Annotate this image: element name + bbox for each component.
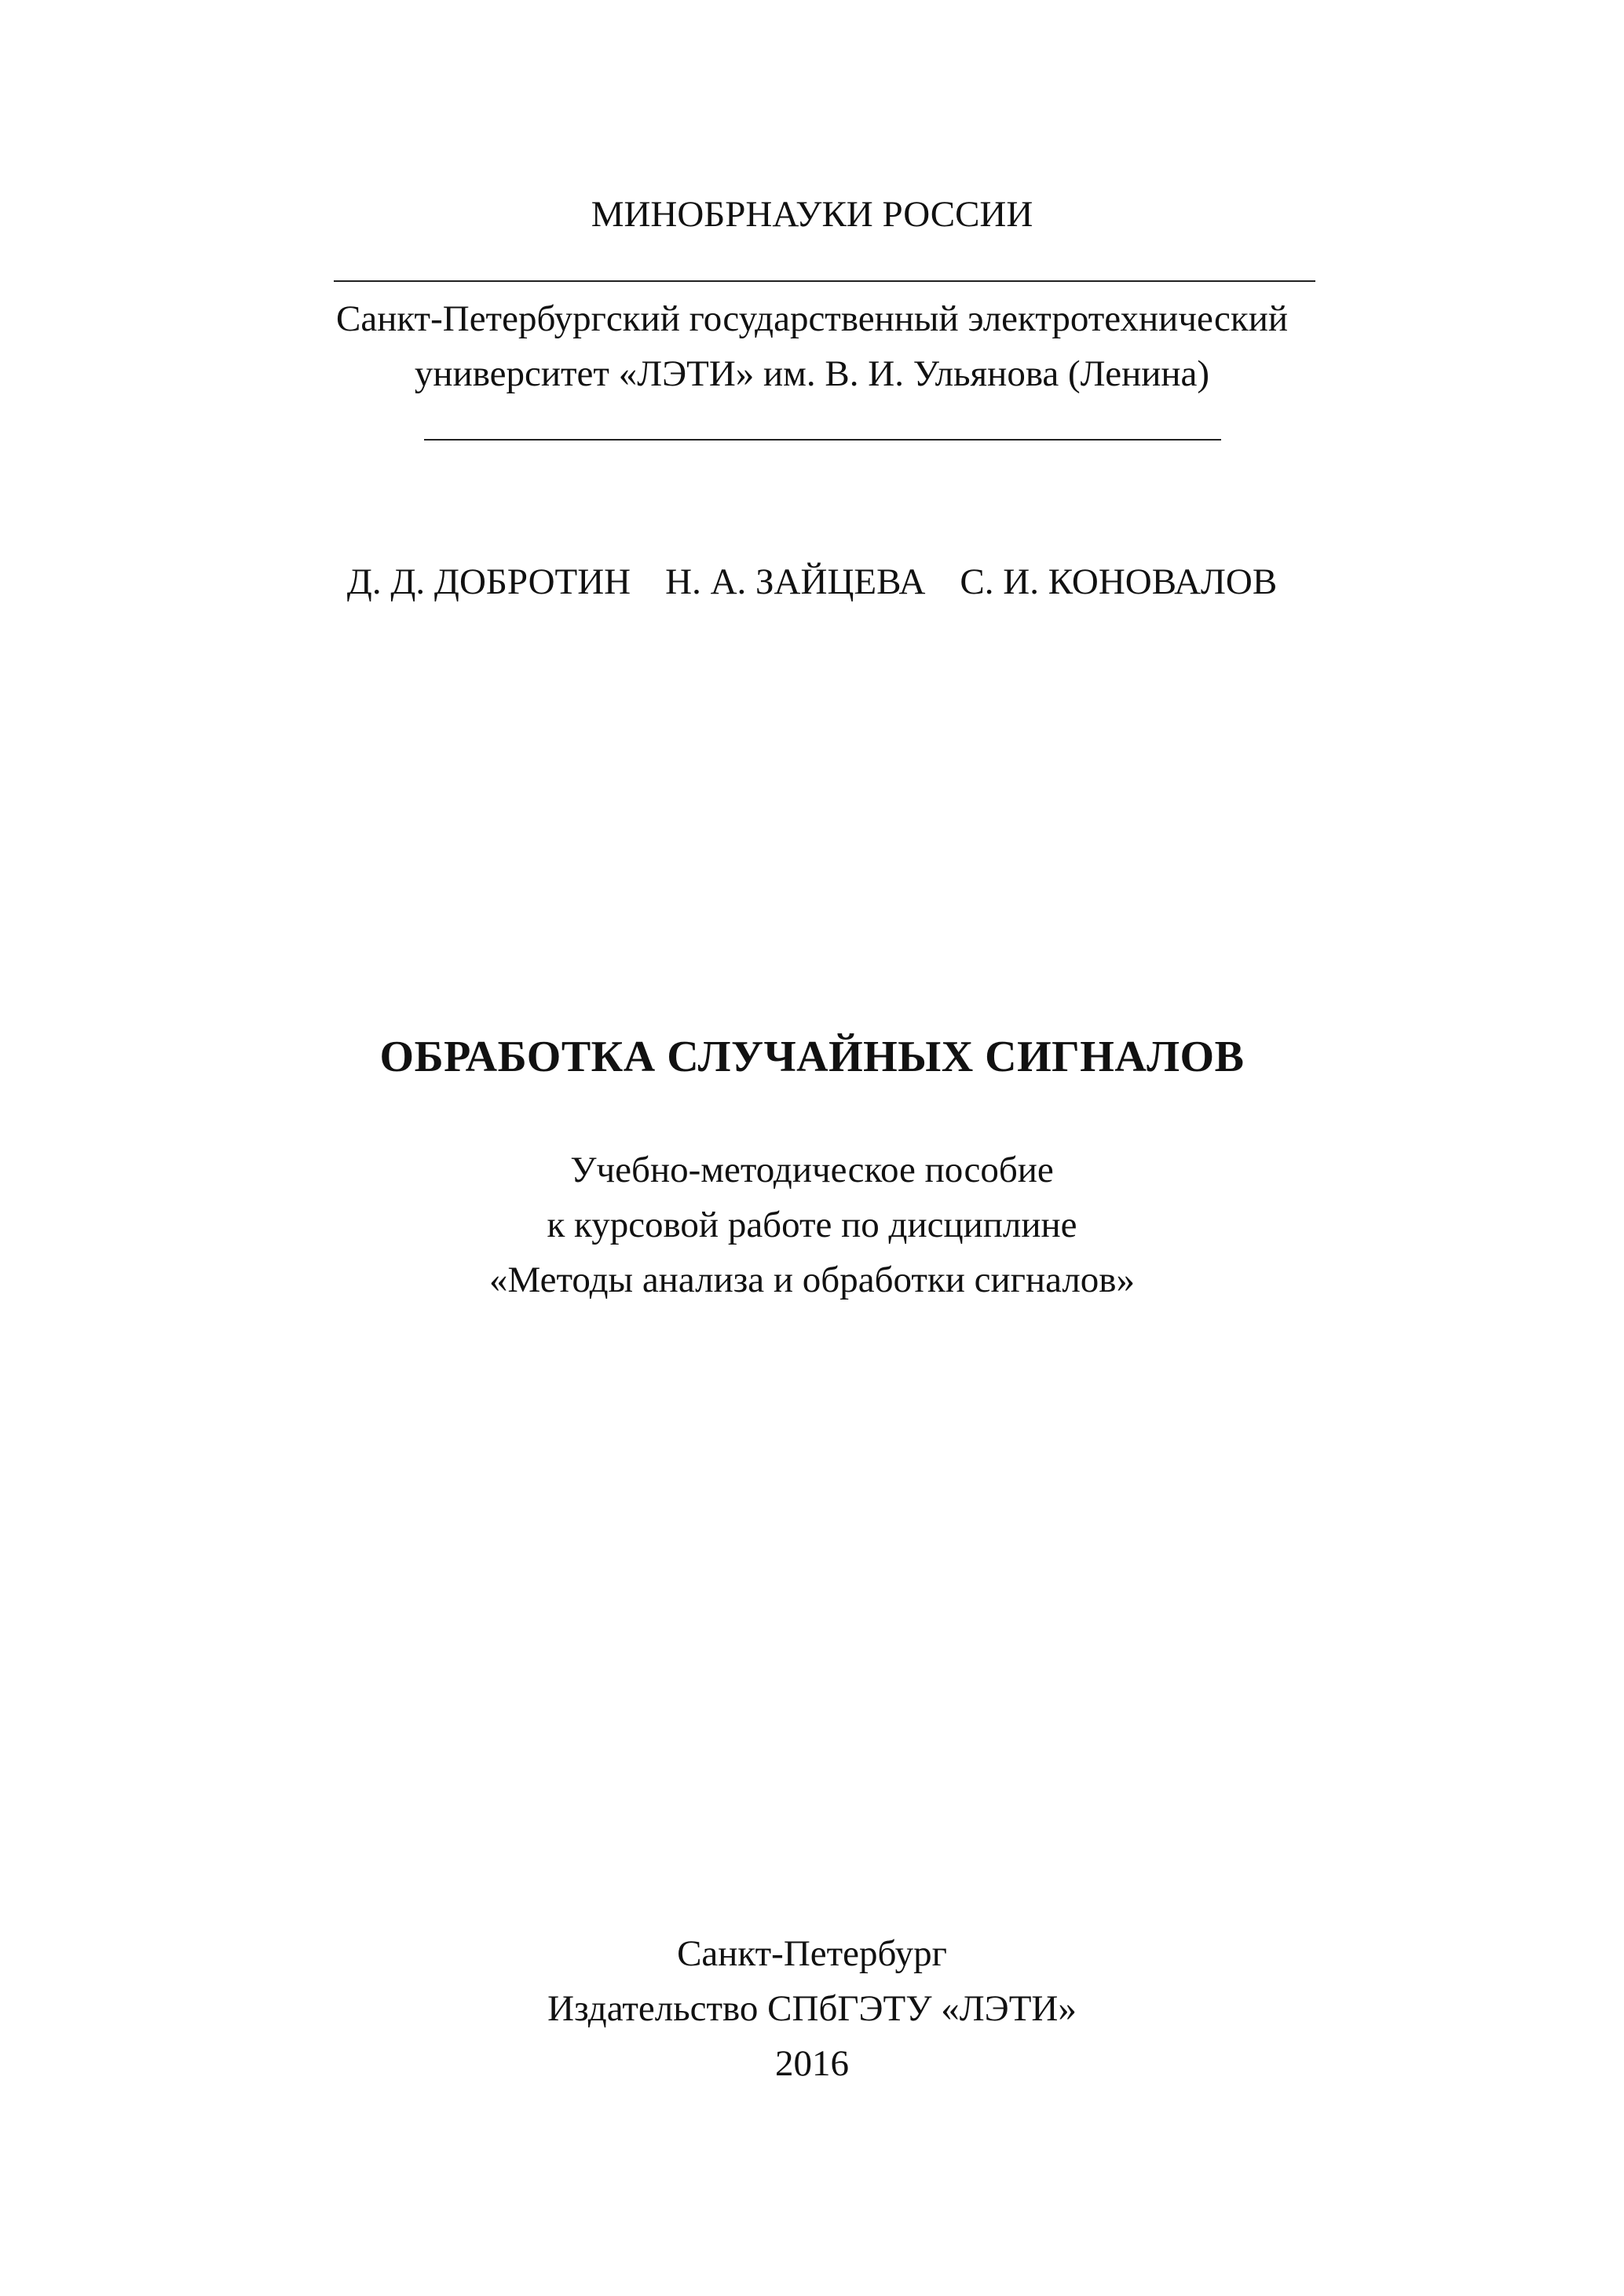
authors: [0, 561, 1624, 602]
header-rule-bottom: [424, 439, 1221, 441]
imprint-publisher: Издательство СПбГЭТУ «ЛЭТИ»: [547, 1988, 1077, 2029]
subtitle-line3: «Методы анализа и обработки сигналов»: [488, 1260, 1136, 1300]
header-rule-top: [334, 280, 1315, 282]
subtitle-line2: к курсовой работе по дисциплине: [547, 1205, 1077, 1245]
university-name-line1: Санкт-Петербургский государственный электротехнический: [335, 298, 1289, 339]
document-title: ОБРАБОТКА СЛУЧАЙНЫХ СИГНАЛОВ: [379, 1033, 1245, 1081]
subtitle-line1: Учебно-методическое пособие: [570, 1150, 1054, 1190]
author-2: Н. А. ЗАЙЦЕВА: [665, 561, 926, 602]
author-1: Д. Д. ДОБРОТИН: [346, 561, 631, 602]
university-name-line2: университет «ЛЭТИ» им. В. И. Ульянова (Ленина): [414, 353, 1210, 394]
author-3: С. И. КОНОВАЛОВ: [960, 561, 1278, 602]
imprint-year: 2016: [775, 2043, 849, 2084]
imprint-city: Санкт-Петербург: [677, 1933, 947, 1974]
ministry-name: МИНОБРНАУКИ РОССИИ: [591, 194, 1033, 235]
